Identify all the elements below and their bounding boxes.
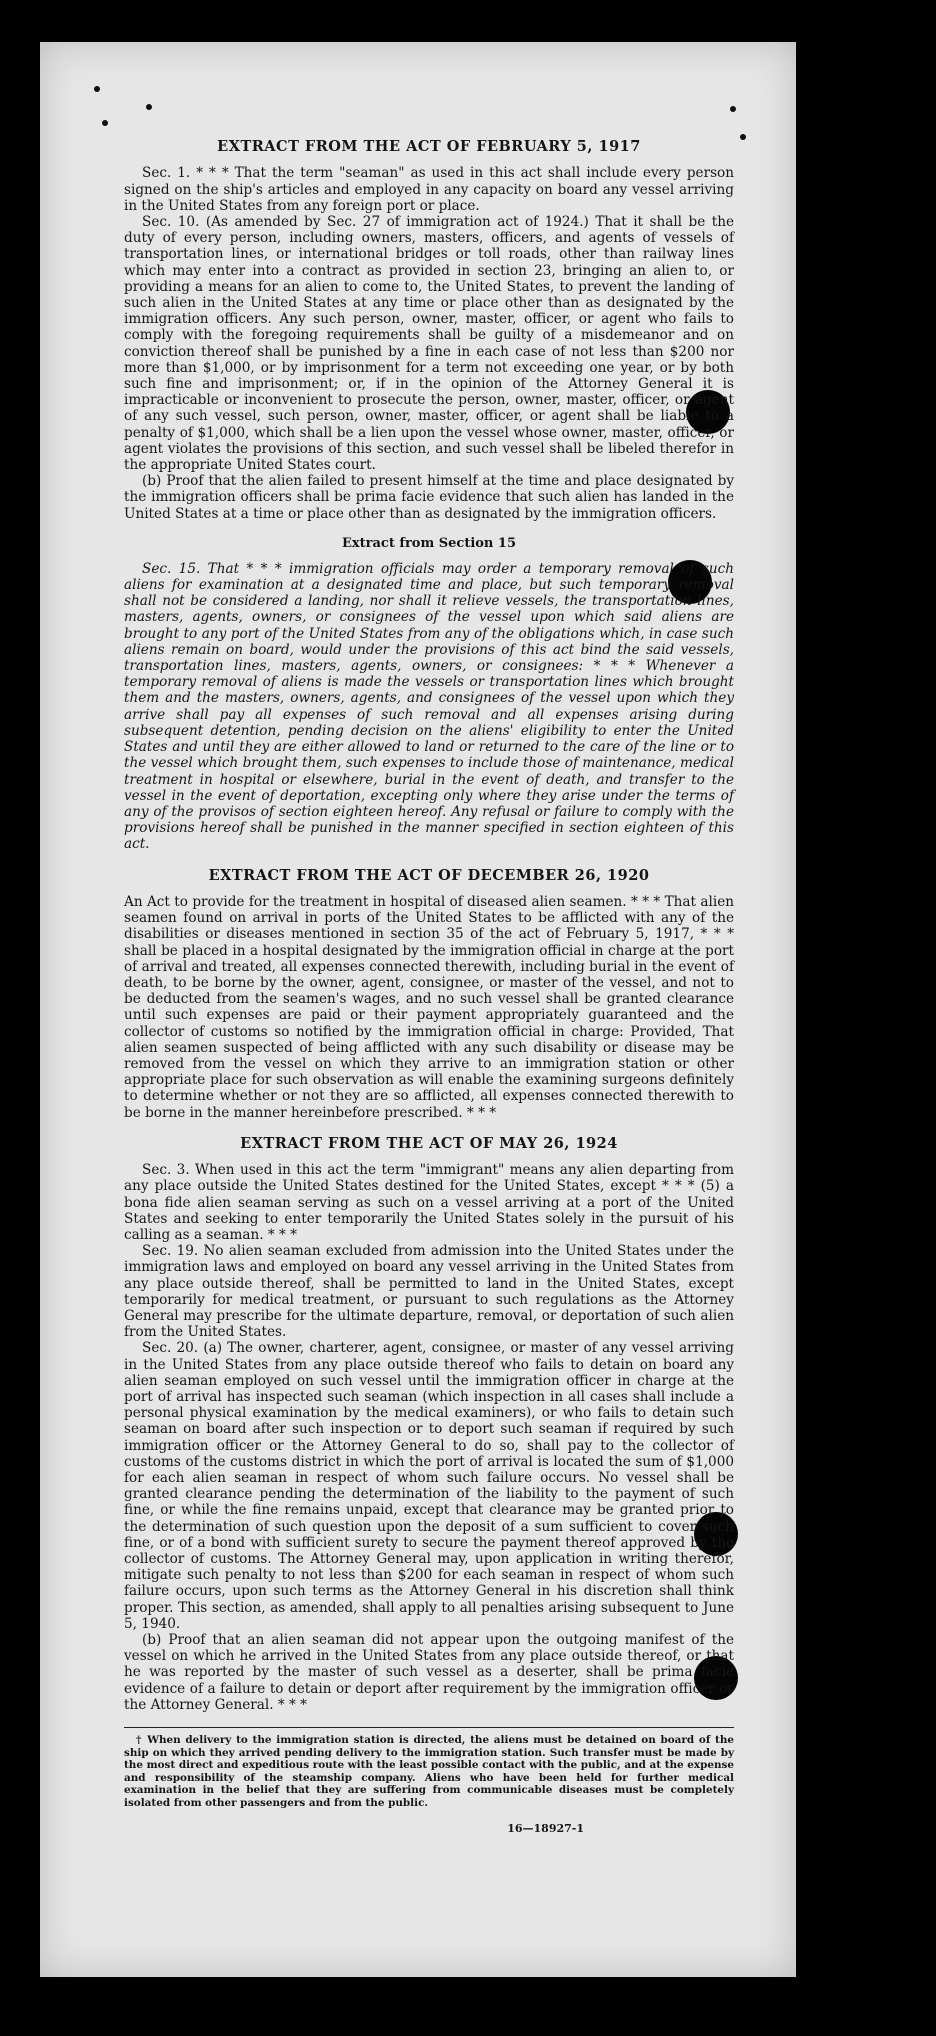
paragraph: (b) Proof that the alien failed to present himself at the time and place designated by the immigration officers shall be prima facie evidence that such alien has landed in the United States at a time or place other than as designated by the immigration officers. bbox=[124, 473, 734, 522]
section-heading: EXTRACT FROM THE ACT OF DECEMBER 26, 1920 bbox=[208, 866, 650, 884]
paragraph: Sec. 3. When used in this act the term "immigrant" means any alien departing from any place outside the United States destined for the United States, except * * * (5) a bona fide alien seaman serving as such on a vessel arriving at a port of the United States and seeking to enter temporarily the United States solely in the pursuit of his calling as a seaman. * * * bbox=[124, 1162, 734, 1243]
ink-speck bbox=[146, 104, 152, 110]
ink-speck bbox=[102, 120, 108, 126]
paragraph: Sec. 20. (a) The owner, charterer, agent, consignee, or master of any vessel arriving in the United States from any place outside thereof who fails to detain on board any alien seaman employed on such vessel until the immigration officer in charge at the port of arrival has inspected such seaman (which inspection in all cases shall include a personal physical examination by the medical examiners), or who fails to detain such seaman on board after such inspection or to deport such seaman if required by such immigration officer or the Attorney General to do so, shall pay to the collector of customs of the customs district in which the port of arrival is located the sum of $1,000 for each alien seaman in respect of whom such failure occurs. No vessel shall be granted clearance pending the determination of the liability to the payment of such fine, or while the fine remains unpaid, except that clearance may be granted prior to the determination of such question upon the deposit of a sum sufficient to cover such fine, or of a bond with sufficient surety to secure the payment thereof approved by the collector of customs. The Attorney General may, upon application in writing therefor, mitigate such penalty to not less than $200 for each seaman in respect of whom such failure occurs, upon such terms as the Attorney General in his discretion shall think proper. This section, as amended, shall apply to all penalties arising subsequent to June 5, 1940. bbox=[124, 1340, 734, 1632]
ink-speck bbox=[730, 106, 736, 112]
paragraph: Sec. 1. * * * That the term "seaman" as used in this act shall include every person signed on the ship's articles and employed in any capacity on board any vessel arriving in the United States from any foreign port or place. bbox=[124, 165, 734, 214]
ink-speck bbox=[94, 86, 100, 92]
section-extract-15 bbox=[124, 536, 734, 853]
section-act-1924 bbox=[124, 1135, 734, 1713]
paragraph: Sec. 10. (As amended by Sec. 27 of immigration act of 1924.) That it shall be the duty of every person, including owners, masters, officers, and agents of vessels of transportation lines, or international bridges or toll roads, other than railway lines which may enter into a contract as provided in section 23, bringing an alien to, or providing a means for an alien to come to, the United States, to prevent the landing of such alien in the United States at any time or place other than as designated by the immigration officers. Any such person, owner, master, officer, or agent who fails to comply with the foregoing requirements shall be guilty of a misdemeanor and on conviction thereof shall be punished by a fine in each case of not less than $200 nor more than $1,000, or by imprisonment for a term not exceeding one year, or by both such fine and imprisonment; or, if in the opinion of the Attorney General it is impracticable or inconvenient to prosecute the person, owner, master, officer, or agent of any such vessel, such person, owner, master, officer, or agent shall be liable to a penalty of $1,000, which shall be a lien upon the vessel whose owner, master, officer, or agent violates the provisions of this section, and such vessel shall be libeled therefor in the appropriate United States court. bbox=[124, 214, 734, 474]
section-heading: Extract from Section 15 bbox=[341, 535, 517, 551]
paragraph: Sec. 19. No alien seaman excluded from admission into the United States under the immigration laws and employed on board any vessel arriving in the United States from any place outside thereof, shall be permitted to land in the United States, except temporarily for medical treatment, or pursuant to such regulations as the Attorney General may prescribe for the ultimate departure, removal, or deportation of such alien from the United States. bbox=[124, 1243, 734, 1341]
section-heading: EXTRACT FROM THE ACT OF FEBRUARY 5, 1917 bbox=[217, 138, 641, 155]
footnote-text: † When delivery to the immigration station is directed, the aliens must be detained on board of the ship on which they arrived pending delivery to the immigration station. Such transfer must be made by the most direct and expeditious route with the least possible contact with the public, and at the expense and responsibility of the steamship company. Aliens who have been held for further medical examination in the belief that they are suffering from communicable diseases must be completely isolated from other passengers and from the public. bbox=[124, 1734, 734, 1810]
document-text bbox=[124, 138, 734, 1835]
form-number: 16—18927-1 bbox=[507, 1821, 584, 1835]
section-act-1920 bbox=[124, 867, 734, 1121]
paragraph: (b) Proof that an alien seaman did not appear upon the outgoing manifest of the vessel on which he arrived in the United States from any place outside thereof, or that he was reported by the master of such vessel as a deserter, shall be prima facie evidence of a failure to detain or deport after requirement by the immigration officer or the Attorney General. * * * bbox=[124, 1632, 734, 1713]
paragraph: Sec. 15. That * * * immigration officials may order a temporary removal of such aliens for examination at a designated time and place, but such temporary removal shall not be considered a landing, nor shall it relieve vessels, the transportation lines, masters, agents, owners, or consignees of the vessel upon which said aliens are brought to any port of the United States from any of the obligations which, in case such aliens remain on board, would under the provisions of this act bind the said vessels, transportation lines, masters, agents, owners, or consignees: * * * Whenever a temporary removal of aliens is made the vessels or transportation lines which brought them and the masters, owners, agents, and consignees of the vessel upon which they arrive shall pay all expenses of such removal and all expenses arising during subsequent detention, pending decision on the aliens' eligibility to enter the United States and until they are either allowed to land or returned to the care of the line or to the vessel which brought them, such expenses to include those of maintenance, medical treatment in hospital or elsewhere, burial in the event of death, and transfer to the vessel in the event of deportation, excepting only where they arise under the terms of any of the provisos of section eighteen hereof. Any refusal or failure to comply with the provisions hereof shall be punished in the manner specified in section eighteen of this act. bbox=[124, 560, 734, 853]
section-act-1917 bbox=[124, 138, 734, 522]
section-heading: EXTRACT FROM THE ACT OF MAY 26, 1924 bbox=[240, 1134, 618, 1152]
paragraph: An Act to provide for the treatment in hospital of diseased alien seamen. * * * That alien seamen found on arrival in ports of the United States to be afflicted with any of the disabilities or diseases mentioned in section 35 of the act of February 5, 1917, * * * shall be placed in a hospital designated by the immigration official in charge at the port of arrival and treated, all expenses connected therewith, including burial in the event of death, to be borne by the owner, agent, consignee, or master of the vessel, and not to be deducted from the seamen's wages, and no such vessel shall be granted clearance until such expenses are paid or their payment appropriately guaranteed and the collector of customs so notified by the immigration official in charge: Provided, That alien seamen suspected of being afflicted with any such disability or disease may be removed from the vessel on which they arrive to an immigration station or other appropriate place for such observation as will enable the examining surgeons definitely to determine whether or not they are so afflicted, all expenses connected therewith to be borne in the manner hereinbefore prescribed. * * * bbox=[124, 893, 734, 1121]
ink-speck bbox=[740, 134, 746, 140]
footnote bbox=[124, 1727, 734, 1810]
